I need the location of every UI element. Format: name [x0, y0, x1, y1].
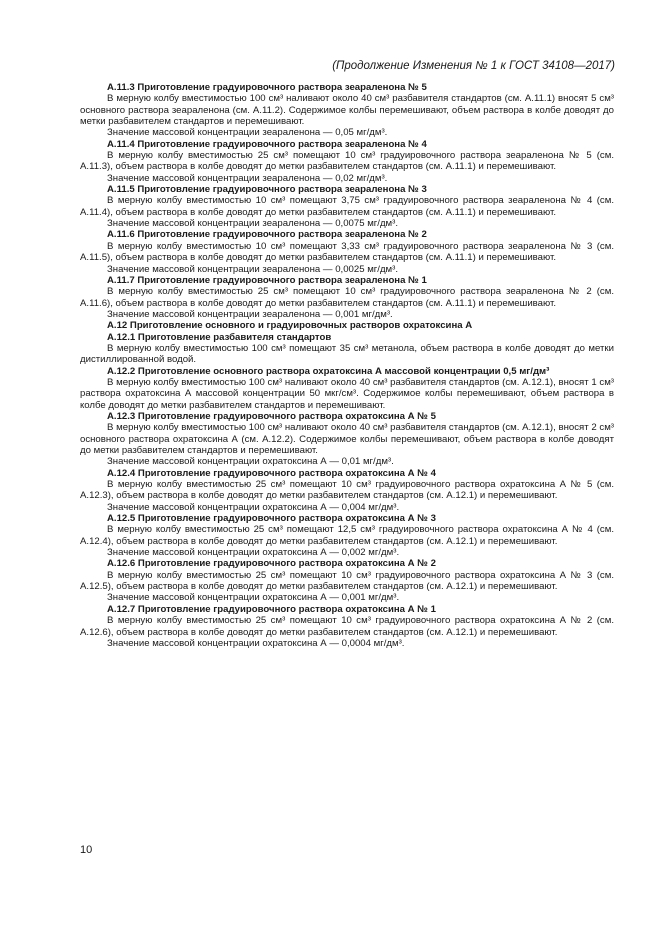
section-heading: А.12.2 Приготовление основного раствора охратоксина А массовой концентрации 0,5 мг/дм³	[107, 365, 550, 377]
section-heading: А.11.7 Приготовление градуировочного раствора зеараленона № 1	[107, 274, 427, 286]
section-heading: А.11.4 Приготовление градуировочного раствора зеараленона № 4	[107, 138, 427, 150]
paragraph: В мерную колбу вместимостью 100 см³ наливают около 40 см³ разбавителя стандартов (см. А.12.1), вносят 2 см³ основного раствора охратоксина А (см. А.12.2). Содержимое колбы перемешивают, объем раствора в колбе доводят до метки разбавителем стандартов и перемешивают.	[80, 422, 614, 456]
paragraph: Значение массовой концентрации охратоксина А — 0,002 мг/дм³.	[107, 547, 400, 559]
section-heading: А.12.1 Приготовление разбавителя стандартов	[107, 331, 332, 343]
paragraph: В мерную колбу вместимостью 100 см³ наливают около 40 см³ разбавителя стандартов (см. А.11.1) вносят 5 см³ основного раствора зеараленона (см. А.11.2). Содержимое колбы перемешивают, объем раствора в колбе доводят до метки разбавителем стандартов и перемешивают.	[80, 93, 614, 128]
section-heading: А.11.6 Приготовление градуировочного раствора зеараленона № 2	[107, 229, 427, 241]
paragraph: В мерную колбу вместимостью 25 см³ помещают 10 см³ градуировочного раствора охратоксина А № 3 (см. А.12.5), объем раствора в колбе доводят до метки разбавителем стандартов (см. А.12.1) и перемешивают.	[80, 569, 614, 593]
paragraph: В мерную колбу вместимостью 10 см³ помещают 3,33 см³ градуировочного раствора зеараленона № 3 (см. А.11.5), объем раствора в колбе доводят до метки разбавителем стандартов (см. А.11.1) и перемешивают.	[80, 240, 614, 264]
section-heading: А.11.5 Приготовление градуировочного раствора зеараленона № 3	[107, 184, 427, 196]
paragraph: В мерную колбу вместимостью 25 см³ помещают 10 см³ градуировочного раствора охратоксина А № 5 (см. А.12.3), объем раствора в колбе доводят до метки разбавителем стандартов (см. А.12.1) и перемешивают.	[80, 479, 614, 502]
paragraph: Значение массовой концентрации охратоксина А — 0,01 мг/дм³.	[107, 456, 394, 468]
document-body	[80, 82, 614, 649]
paragraph: Значение массовой концентрации охратоксина А — 0,0004 мг/дм³.	[107, 637, 405, 649]
section-heading: А.12.4 Приготовление градуировочного раствора охратоксина А № 4	[107, 467, 436, 479]
paragraph: В мерную колбу вместимостью 25 см³ помещают 12,5 см³ градуировочного раствора охратоксина А № 4 (см. А.12.4), объем раствора в колбе доводят до метки разбавителем стандартов (см. А.12.1) и перемешивают.	[80, 524, 614, 547]
paragraph: Значение массовой концентрации зеараленона — 0,05 мг/дм³.	[107, 127, 388, 139]
section-heading: А.12 Приготовление основного и градуировочных растворов охратоксина А	[107, 320, 473, 332]
section-heading: А.12.5 Приготовление градуировочного раствора охратоксина А № 3	[107, 513, 436, 525]
paragraph: В мерную колбу вместимостью 25 см³ помещают 10 см³ градуировочного раствора охратоксина А № 2 (см. А.12.6), объем раствора в колбе доводят до метки разбавителем стандартов (см. А.12.1) и перемешивают.	[80, 615, 614, 638]
paragraph: Значение массовой концентрации зеараленона — 0,0025 мг/дм³.	[107, 263, 399, 275]
page-number: 10	[80, 844, 93, 856]
section-heading: А.12.6 Приготовление градуировочного раствора охратоксина А № 2	[107, 558, 436, 570]
paragraph: В мерную колбу вместимостью 25 см³ помещают 10 см³ градуировочного раствора зеараленона № 5 (см. А.11.3), объем раствора в колбе доводят до метки разбавителем стандартов (см. А.11.1) и перемешивают.	[80, 150, 614, 173]
paragraph: В мерную колбу вместимостью 10 см³ помещают 3,75 см³ градуировочного раствора зеараленона № 4 (см. А.11.4), объем раствора в колбе доводят до метки разбавителем стандартов (см. А.11.1) и перемешивают.	[80, 195, 614, 218]
paragraph: В мерную колбу вместимостью 25 см³ помещают 10 см³ градуировочного раствора зеараленона № 2 (см. А.11.6), объем раствора в колбе доводят до метки разбавителем стандартов (см. А.11.1) и перемешивают.	[80, 286, 614, 309]
section-heading: А.12.3 Приготовление градуировочного раствора охратоксина А № 5	[107, 410, 436, 422]
paragraph: Значение массовой концентрации зеараленона — 0,02 мг/дм³.	[107, 172, 388, 184]
paragraph: Значение массовой концентрации зеараленона — 0,0075 мг/дм³.	[107, 218, 399, 230]
section-heading: А.11.3 Приготовление градуировочного раствора зеараленона № 5	[107, 82, 427, 93]
paragraph: В мерную колбу вместимостью 100 см³ помещают 35 см³ метанола, объем раствора в колбе доводят до метки дистиллированной водой.	[80, 342, 614, 366]
paragraph: В мерную колбу вместимостью 100 см³ наливают около 40 см³ разбавителя стандартов (см. А.12.1), вносят 1 см³ раствора охратоксина А массовой концентрации 50 мкг/см³. Содержимое колбы перемешивают, объем раствора в колбе доводят до метки разбавителем стандартов и перемешивают.	[80, 376, 614, 411]
paragraph: Значение массовой концентрации зеараленона — 0,001 мг/дм³.	[107, 308, 393, 320]
paragraph: Значение массовой концентрации охратоксина А — 0,001 мг/дм³.	[107, 592, 400, 604]
running-header: (Продолжение Изменения № 1 к ГОСТ 34108—2017)	[332, 60, 615, 72]
section-heading: А.12.7 Приготовление градуировочного раствора охратоксина А № 1	[107, 603, 436, 615]
paragraph: Значение массовой концентрации охратоксина А — 0,004 мг/дм³.	[107, 501, 400, 513]
